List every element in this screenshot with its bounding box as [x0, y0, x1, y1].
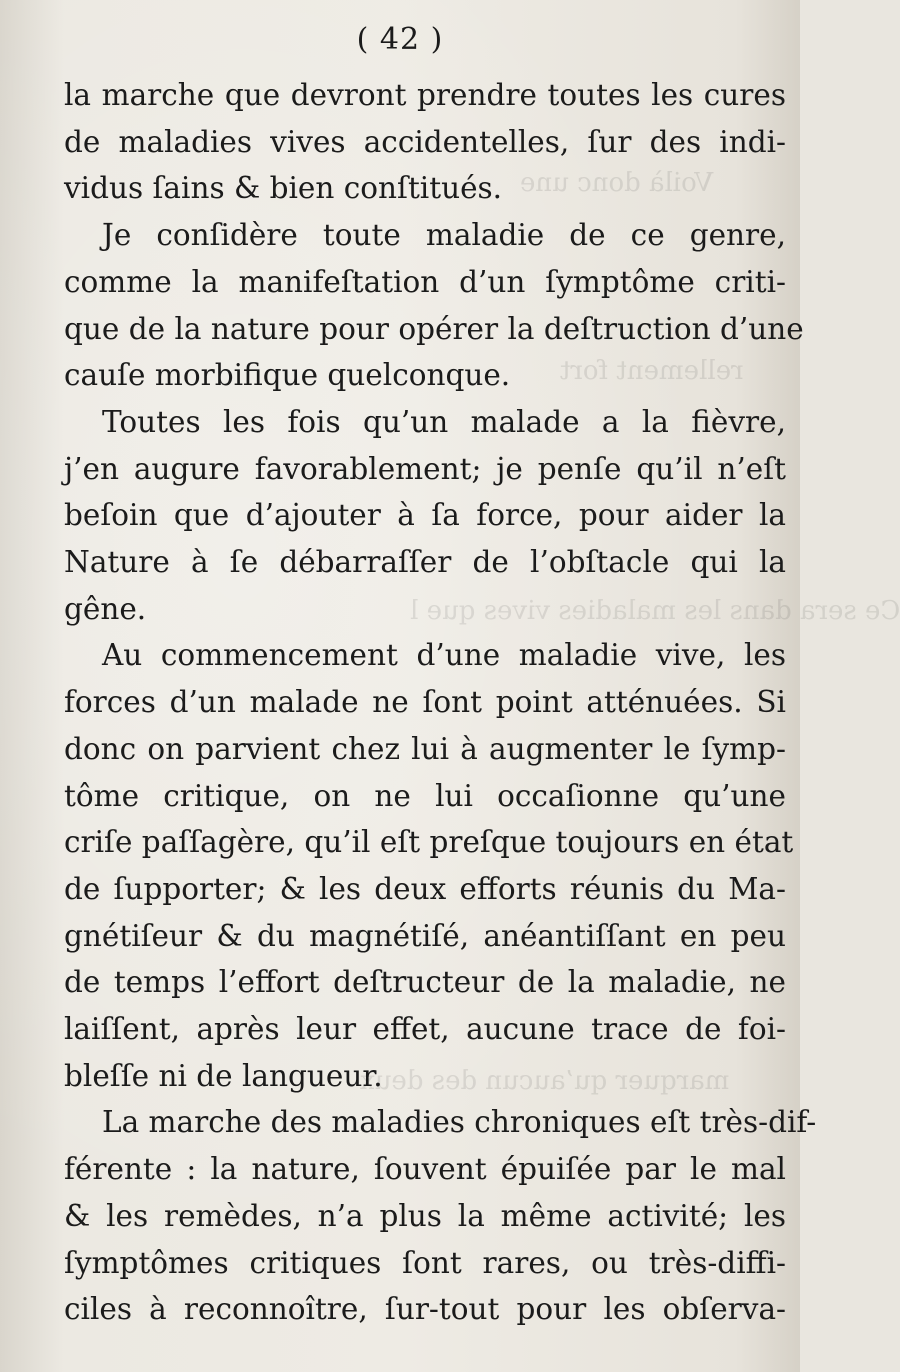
text-line: de ſupporter; & les deux efforts réunis du Ma-: [64, 871, 786, 906]
text-line: ſymptômes critiques ſont rares, ou très-diffi-: [64, 1245, 786, 1280]
bleed-through-text: Ce sera dans les maladies vives que l: [410, 596, 900, 626]
text-line: comme la manifeſtation d’un ſymptôme criti-: [64, 264, 786, 299]
bleed-through-text: Voilà donc une: [520, 168, 714, 198]
text-line: Nature à ſe débarraſſer de l’obſtacle qui la: [64, 545, 786, 580]
text-line: beſoin que d’ajouter à ſa force, pour aider la: [64, 498, 786, 533]
text-line: & les remèdes, n’a plus la même activité; les: [64, 1198, 786, 1233]
text-line: tôme critique, on ne lui occaſionne qu’une: [64, 778, 786, 813]
text-line: Toutes les fois qu’un malade a la fièvre,: [102, 404, 786, 439]
text-line: de maladies vives accidentelles, ſur des indi-: [64, 124, 786, 159]
text-line: de temps l’effort deſtructeur de la maladie, ne: [64, 965, 786, 1000]
bleed-through-text: marquer qu’aucun des deux: [360, 1066, 730, 1096]
text-line: criſe paſſagère, qu’il eſt preſque toujours en état: [64, 825, 794, 860]
text-line: la marche que devront prendre toutes les cures: [64, 78, 786, 112]
body-text: [64, 72, 817, 1333]
text-line: j’en augure favorablement; je penſe qu’il n’eſt: [64, 451, 786, 486]
text-line: forces d’un malade ne ſont point atténuées. Si: [64, 685, 786, 720]
text-line: que de la nature pour opérer la deſtruction d’une: [64, 311, 804, 346]
text-line: La marche des maladies chroniques eſt très-dif-: [102, 1105, 817, 1140]
text-line: laiſſent, après leur effet, aucune trace de foi-: [64, 1012, 786, 1047]
text-line: Au commencement d’une maladie vive, les: [102, 638, 786, 673]
text-line: gêne.: [64, 591, 147, 626]
page-number: ( 42 ): [356, 22, 444, 57]
text-line: bleſſe ni de langueur.: [64, 1058, 383, 1093]
text-line: vidus ſains & bien conſtitués.: [64, 171, 503, 206]
text-line: férente : la nature, ſouvent épuiſée par le mal: [64, 1152, 786, 1187]
text-line: ciles à reconnoître, ſur-tout pour les obſerva-: [64, 1292, 786, 1327]
text-line: gnétiſeur & du magnétiſé, anéantiſſant en peu: [64, 918, 786, 953]
text-line: donc on parvient chez lui à augmenter le ſymp-: [64, 731, 786, 766]
bleed-through-text: rellement fort: [560, 356, 744, 386]
text-line: Je conſidère toute maladie de ce genre,: [102, 218, 786, 253]
text-line: cauſe morbifique quelconque.: [64, 358, 511, 393]
